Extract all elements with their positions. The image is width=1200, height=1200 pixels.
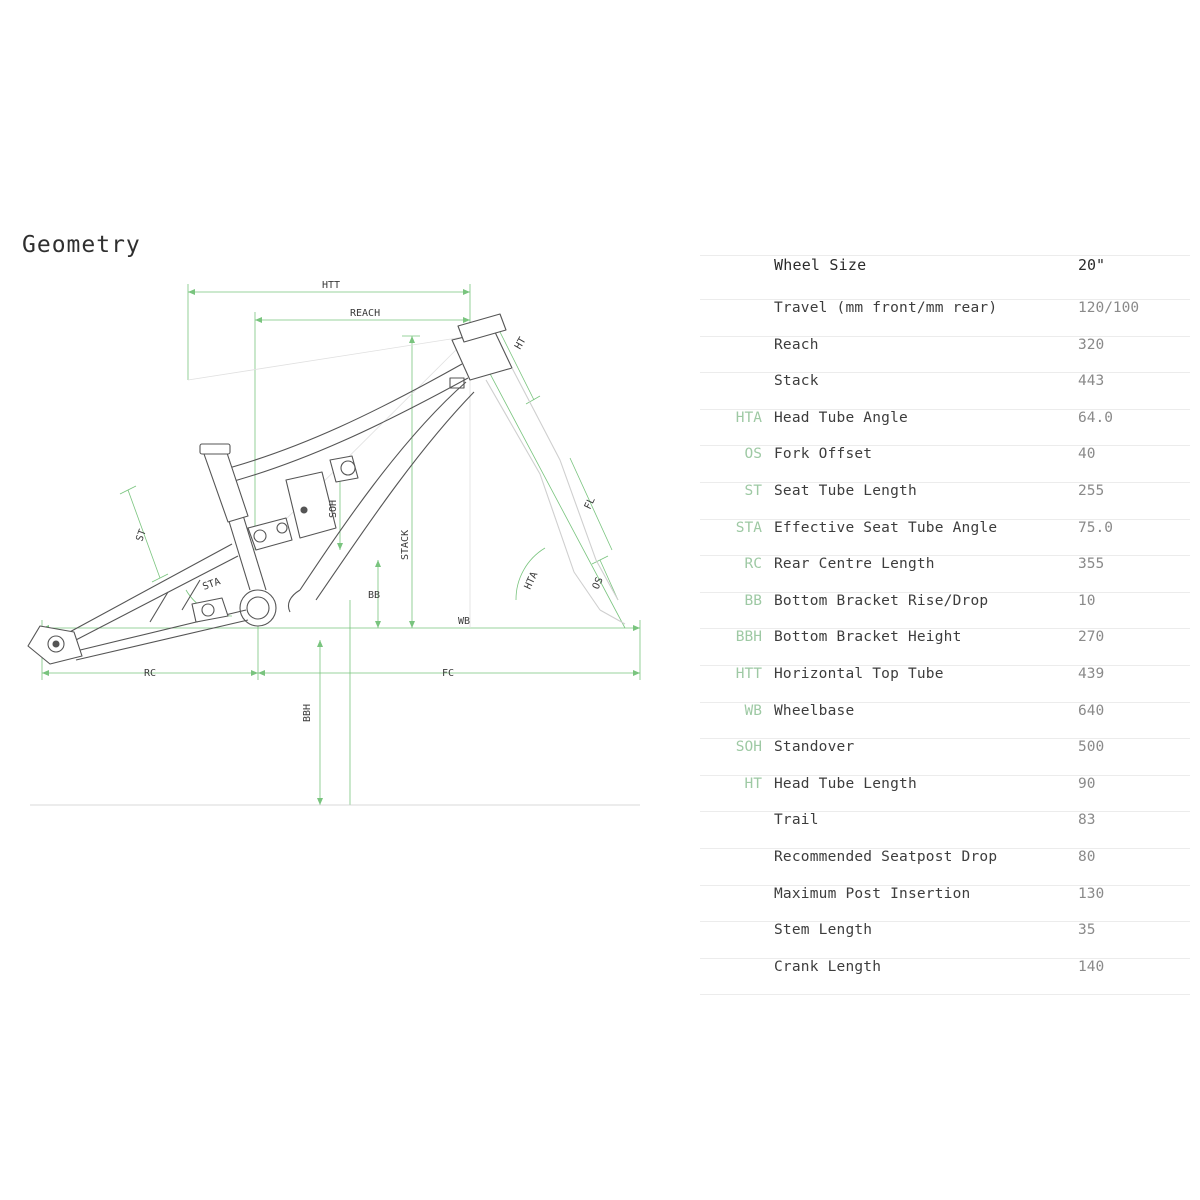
row-label: Stem Length (774, 922, 873, 939)
row-value: 40 (1078, 446, 1096, 463)
table-row (700, 703, 1190, 740)
bike-geometry-drawing (0, 260, 700, 840)
row-value: 270 (1078, 629, 1105, 646)
row-label: Seat Tube Length (774, 482, 917, 499)
row-label: Effective Seat Tube Angle (774, 519, 998, 536)
row-value: 320 (1078, 336, 1105, 353)
row-abbr: ST (744, 482, 762, 499)
row-value: 439 (1078, 665, 1105, 682)
label-sta: STA (201, 576, 222, 593)
table-row (700, 629, 1190, 666)
row-label: Head Tube Angle (774, 409, 908, 426)
row-abbr: HTT (735, 665, 762, 682)
table-row (700, 812, 1190, 849)
table-row (700, 337, 1190, 374)
table-row (700, 255, 1190, 300)
table-row (700, 593, 1190, 630)
row-label: Fork Offset (774, 446, 873, 463)
row-label: Trail (774, 812, 819, 829)
row-value: 355 (1078, 556, 1105, 573)
row-label: Head Tube Length (774, 775, 917, 792)
label-reach: REACH (350, 308, 381, 319)
table-row (700, 483, 1190, 520)
row-label: Bottom Bracket Rise/Drop (774, 592, 989, 609)
label-os: OS (590, 575, 606, 592)
label-fc: FC (442, 668, 455, 679)
row-label: Horizontal Top Tube (774, 665, 944, 682)
table-row (700, 776, 1190, 813)
label-hta: HTA (522, 570, 541, 592)
row-value: 90 (1078, 775, 1096, 792)
geometry-spec-table (700, 255, 1190, 995)
row-abbr: STA (735, 519, 762, 536)
table-row (700, 959, 1190, 996)
row-abbr: RC (744, 556, 762, 573)
row-abbr: BB (744, 592, 762, 609)
row-value: 83 (1078, 812, 1096, 829)
row-value: 120/100 (1078, 300, 1140, 316)
table-row (700, 410, 1190, 447)
row-label: Rear Centre Length (774, 556, 935, 573)
row-label: Recommended Seatpost Drop (774, 848, 998, 865)
label-fl: FL (582, 495, 598, 512)
row-label: Stack (774, 373, 819, 390)
row-label: Reach (774, 336, 819, 353)
row-label: Wheelbase (774, 702, 855, 719)
label-wb: WB (458, 616, 471, 627)
row-abbr: HTA (735, 409, 762, 426)
label-bb: BB (368, 590, 381, 601)
row-value: 443 (1078, 373, 1105, 390)
row-label: Travel (mm front/mm rear) (774, 300, 998, 316)
row-value: 500 (1078, 739, 1105, 756)
table-row (700, 922, 1190, 959)
row-value: 10 (1078, 592, 1096, 609)
row-abbr: WB (744, 702, 762, 719)
row-value: 80 (1078, 848, 1096, 865)
label-ht: HT (513, 335, 529, 352)
row-value: 20" (1078, 256, 1106, 274)
row-label: Standover (774, 739, 855, 756)
row-abbr: SOH (735, 739, 762, 756)
row-value: 640 (1078, 702, 1105, 719)
row-label: Maximum Post Insertion (774, 885, 971, 902)
row-value: 255 (1078, 482, 1105, 499)
row-value: 64.0 (1078, 409, 1113, 426)
table-row (700, 849, 1190, 886)
label-soh: SOH (328, 499, 339, 518)
table-row (700, 373, 1190, 410)
label-bbh: BBH (302, 703, 313, 722)
row-value: 130 (1078, 885, 1105, 902)
label-stack: STACK (400, 529, 411, 560)
label-rc: RC (144, 668, 157, 679)
row-label: Crank Length (774, 958, 882, 975)
row-label: Bottom Bracket Height (774, 629, 962, 646)
row-value: 35 (1078, 922, 1096, 939)
table-row (700, 666, 1190, 703)
row-abbr: HT (744, 775, 762, 792)
label-st: ST (134, 527, 149, 544)
label-htt: HTT (322, 280, 341, 291)
row-abbr: OS (744, 446, 762, 463)
table-row (700, 886, 1190, 923)
table-row (700, 446, 1190, 483)
table-row (700, 739, 1190, 776)
row-abbr: BBH (735, 629, 762, 646)
row-value: 75.0 (1078, 519, 1113, 536)
row-label: Wheel Size (774, 256, 867, 274)
row-value: 140 (1078, 958, 1105, 975)
page-title: Geometry (22, 232, 141, 258)
table-row (700, 556, 1190, 593)
table-row (700, 520, 1190, 557)
table-row (700, 300, 1190, 337)
